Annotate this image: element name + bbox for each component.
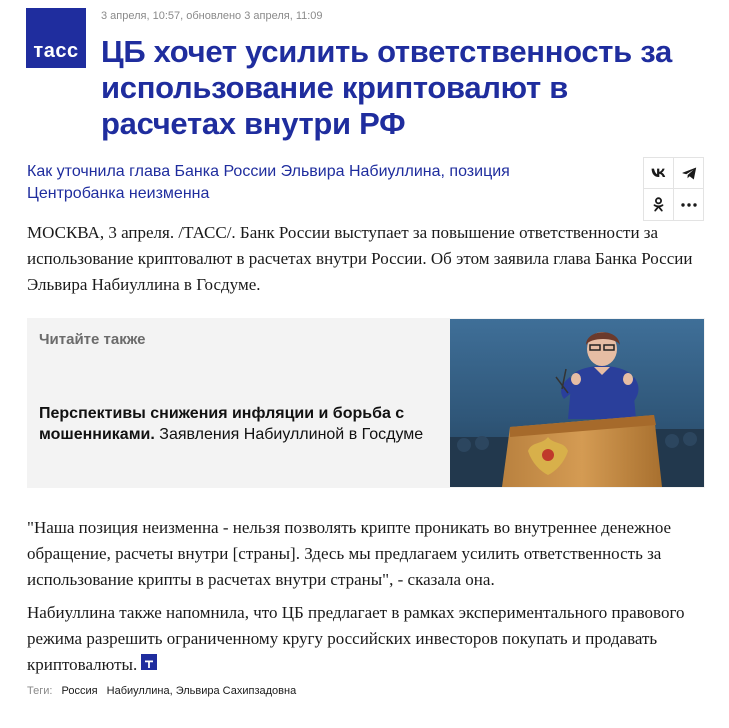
- article-paragraph-1: МОСКВА, 3 апреля. /ТАСС/. Банк России выступает за повышение ответственности за использование криптовалют в расчетах внутри России. Об этом заявила глава Банка России Эльвира Набиуллина в Госдуме.: [27, 223, 693, 294]
- article-paragraph-3: [27, 600, 707, 678]
- see-also-title[interactable]: [39, 403, 434, 445]
- share-odnoklassniki-button[interactable]: [644, 189, 674, 220]
- article-timestamp: 3 апреля, 10:57, обновлено 3 апреля, 11:09: [101, 10, 323, 22]
- tag-link[interactable]: Россия: [61, 685, 98, 697]
- see-also-title-rest: Заявления Набиуллиной в Госдуме: [159, 426, 424, 443]
- article-title: ЦБ хочет усилить ответственность за использование криптовалют в расчетах внутри РФ: [101, 34, 672, 141]
- article-paragraph-3-text: Набиуллина также напомнила, что ЦБ предлагает в рамках экспериментального правового режима разрешить ограниченному кругу российских инвесторов покупать и продавать криптовалюты.: [27, 603, 685, 674]
- speaker-at-podium-image: [450, 319, 704, 487]
- tags-row: [27, 685, 302, 697]
- share-vk-button[interactable]: [644, 158, 674, 189]
- see-also-photo[interactable]: [450, 319, 704, 487]
- tass-end-icon: [141, 654, 157, 670]
- tag-link[interactable]: Набиуллина, Эльвира Сахипзадовна: [106, 685, 297, 697]
- telegram-icon: [682, 167, 697, 180]
- share-more-button[interactable]: [674, 189, 704, 220]
- see-also-title-bold: Перспективы снижения инфляции и борьба с мошенниками.: [39, 405, 405, 443]
- logo-text: тасс: [33, 40, 79, 62]
- share-telegram-button[interactable]: [674, 158, 704, 189]
- tags-label: Теги:: [27, 685, 53, 697]
- tass-logo[interactable]: [26, 8, 86, 68]
- see-also-card[interactable]: [27, 318, 705, 488]
- article-paragraph-2: "Наша позиция неизменна - нельзя позволять крипте проникать во внутреннее денежное обращение, расчеты внутри [страны]. Здесь мы предлагаем усилить ответственность за использование крипты в расчетах внутри страны", - сказала она.: [27, 518, 672, 589]
- see-also-label: Читайте также: [39, 331, 146, 348]
- odnoklassniki-icon: [653, 197, 664, 212]
- vk-icon: [651, 168, 667, 178]
- more-icon: [681, 203, 697, 207]
- article-lead: Как уточнила глава Банка России Эльвира Набиуллина, позиция Центробанка неизменна: [27, 163, 510, 202]
- share-panel: [643, 157, 704, 221]
